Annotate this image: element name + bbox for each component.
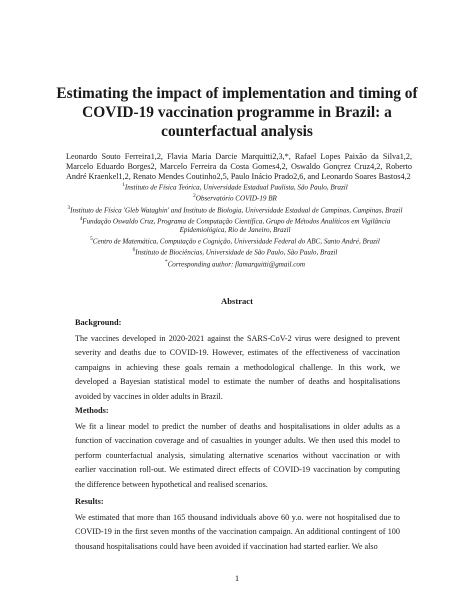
section-text-results: We estimated that more than 165 thousand individuals above 60 y.o. were not hospitalised due to COVID-19 in the first seven months of the vaccination campaign. An additional contingent of 100 thousand hospitalisations could have been avoided if vaccination had started earlier. We also [75,513,400,551]
author-list: Leonardo Souto Ferreira1,2, Flavia Maria Darcie Marquitti2,3,*, Rafael Lopes Paixão da Silva1,2, Marcelo Eduardo Borges2, Marcelo Ferreira da Costa Gomes4,2, Oswaldo Gonçrez Cruz4,2, Roberto André Kraenkel1,2, Renato Mendes Coutinho2,5, Paulo Inácio Prado2,6, and Leonardo Soares Bastos4,2 [66,152,412,181]
affiliation-item [60,258,410,269]
affiliation-item [60,235,410,246]
affiliation-text: Centro de Matemática, Computação e Cognição, Universidade Federal do ABC, Santo André, Brazil [92,237,380,246]
affiliation-text: Fundação Oswaldo Cruz, Programa de Computação Científica, Grupo de Métodos Analíticos em Vigilância Epidemiológica, Rio de Janeiro, Brazil [82,217,391,235]
affiliation-text: Instituto de Biociências, Universidade de São Paulo, São Paulo, Brazil [135,248,338,257]
affiliation-item [60,181,410,192]
affiliation-mark: 3 [67,204,71,211]
section-text-methods: We fit a linear model to predict the number of deaths and hospitalisations in older adults as a function of vaccination coverage and of casualties in younger adults. We then used this model to perform counterfactual analysis, simulating alternative scenarios without vaccination or with earlier vaccination roll-out. We estimated direct effects of COVID-19 vaccination by computing the difference between hypothetical and realised scenarios. [75,422,400,489]
affiliation-text: Corresponding author: flamarquitti@gmail.com [167,259,306,268]
affiliation-item [60,192,410,203]
paper-title: Estimating the impact of implementation and timing of COVID-19 vaccination programme in Brazil: a counterfactual analysis [56,85,418,140]
section-heading-background: Background: [75,318,122,327]
affiliation-mark: * [164,258,168,265]
affiliation-mark: 4 [79,215,83,222]
affiliation-list [60,181,410,269]
affiliation-mark: 2 [193,193,196,200]
affiliation-text: Instituto de Física Teórica, Universidade Estadual Paulista, São Paulo, Brazil [124,183,348,192]
affiliation-text: Observatório COVID-19 BR [195,194,277,203]
affiliation-mark: 6 [132,247,136,254]
section-heading-results: Results: [75,497,104,506]
page-number: 1 [234,573,240,583]
section-text-background: The vaccines developed in 2020-2021 against the SARS-CoV-2 virus were designed to prevent severity and deaths due to COVID-19. However, estimates of the effectiveness of vaccination campaigns in achieving these goals remain a methodological challenge. In this work, we developed a Bayesian statistical model to estimate the number of deaths and hospitalisations avoided by vaccines in older adults in Brazil. [75,334,400,401]
section-heading-methods: Methods: [75,406,109,415]
affiliation-mark: 1 [122,182,125,188]
affiliation-mark: 5 [90,235,93,242]
affiliation-item [60,246,410,257]
affiliation-text: Instituto de Física 'Gleb Wataghin' and Instituto de Biologia, Universidade Estadual de Campinas, Campinas, Brazil [70,205,403,214]
affiliation-item [60,215,410,235]
abstract-heading: Abstract [221,296,253,306]
affiliation-item [60,204,410,215]
